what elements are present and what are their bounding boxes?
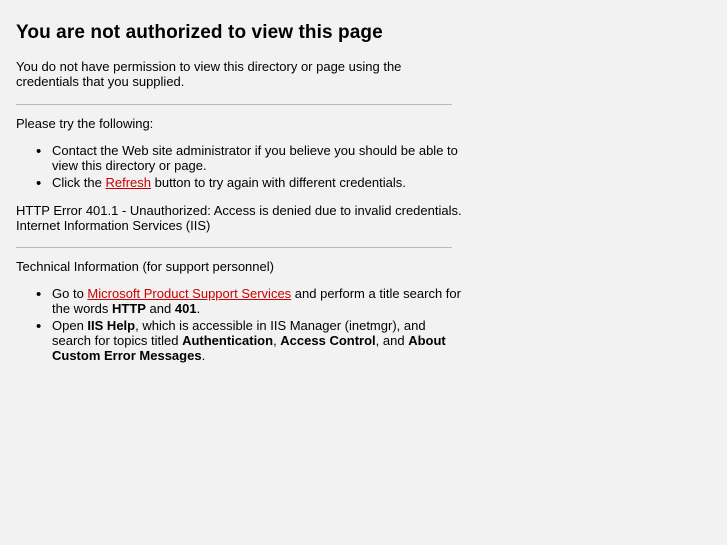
technical-suggestions-list	[16, 287, 711, 364]
tech-sep-1: ,	[273, 333, 281, 349]
microsoft-support-link[interactable]: Microsoft Product Support Services	[87, 286, 292, 302]
list-item	[52, 287, 462, 317]
try-following-label: Please try the following:	[16, 115, 154, 131]
suggestion-contact-admin: Contact the Web site administrator if you believe you should be able to view this directory or page.	[52, 142, 458, 173]
suggestion-refresh-pre: Click the	[52, 174, 106, 190]
keyword-401: 401	[174, 301, 197, 317]
divider-bottom	[16, 247, 452, 248]
divider-top	[16, 104, 452, 105]
tech-open-mid: , which is accessible in IIS Manager (inetmgr), and search for topics titled	[52, 318, 426, 349]
suggestion-refresh-post: button to try again with different credentials.	[151, 174, 406, 190]
keyword-custom-error-messages: About Custom Error Messages	[52, 333, 446, 363]
intro-paragraph: You do not have permission to view this directory or page using the credentials that you supplied.	[16, 59, 402, 89]
list-item	[52, 144, 462, 174]
tech-open-end: .	[201, 347, 206, 363]
keyword-http: HTTP	[111, 301, 146, 317]
refresh-link[interactable]: Refresh	[105, 174, 151, 190]
iis-line: Internet Information Services (IIS)	[16, 217, 211, 233]
page-title: You are not authorized to view this page	[16, 22, 383, 43]
technical-heading: Technical Information (for support personnel)	[16, 259, 274, 275]
error-detail-block	[16, 203, 711, 234]
keyword-iis-help: IIS Help	[87, 318, 136, 334]
keyword-authentication: Authentication	[182, 333, 274, 349]
http-error-line: HTTP Error 401.1 - Unauthorized: Access is denied due to invalid credentials.	[16, 202, 462, 218]
tech-sep-2: , and	[375, 333, 409, 349]
tech-open-pre: Open	[52, 318, 88, 334]
list-item	[52, 176, 462, 191]
primary-suggestions-list	[16, 144, 711, 191]
tech-and: and	[145, 301, 175, 317]
list-item	[52, 319, 462, 364]
tech-goto-mid: and perform a title search for the words	[52, 286, 461, 317]
keyword-access-control: Access Control	[280, 333, 376, 349]
tech-goto-end: .	[196, 301, 201, 317]
tech-goto-pre: Go to	[52, 286, 88, 302]
